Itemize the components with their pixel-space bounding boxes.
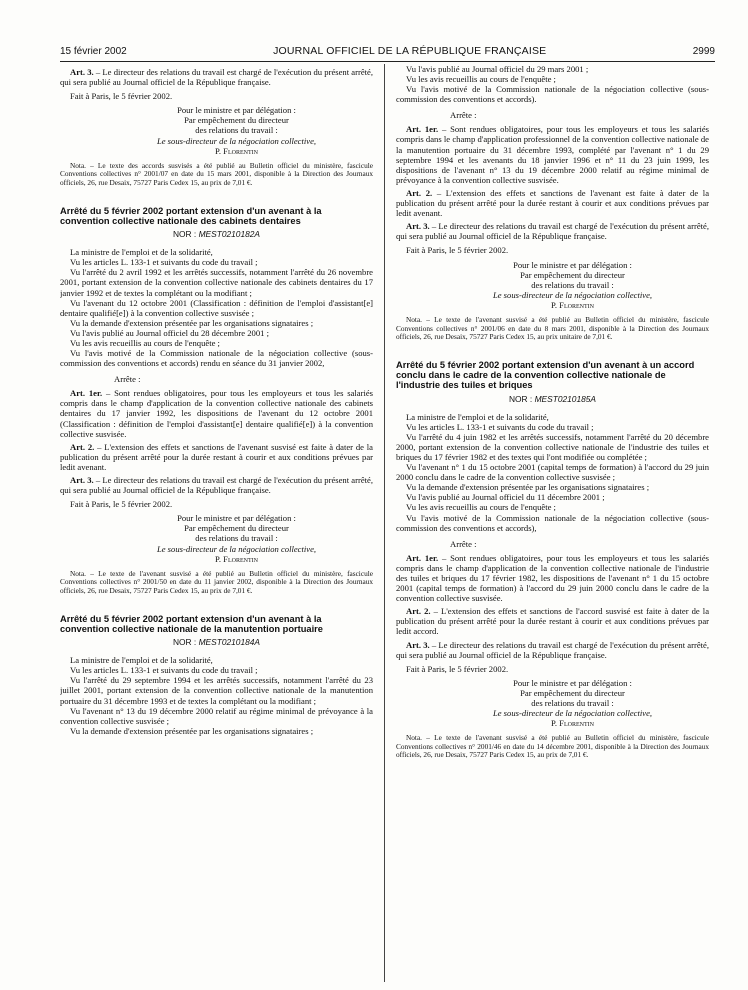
preamble-line: La ministre de l'emploi et de la solidarité, xyxy=(406,411,549,422)
preamble-line: Vu l'arrêté du 4 juin 1982 et les arrêtés successifs, notamment l'arrêté du 20 décembre 2000, portant extension de la convention collective nationale de l'industrie des tuiles et briques du 17 février 1982 et des textes qui l'ont modifiée ou complétée ; xyxy=(396,431,709,463)
nota: Nota. – Le texte de l'avenant susvisé a été publié au Bulletin officiel du ministère, fascicule Conventions collectives n° 2001/46 en date du 14 décembre 2001, disponible à la Direction des Journaux officiels, 26, rue Desaix, 75727 Paris Cedex 15, au prix de 7,01 €. xyxy=(396,733,709,760)
preamble-line: Vu l'arrêté du 2 avril 1992 et les arrêtés successifs, notamment l'arrêté du 26 novembre 2001, portant extension de la convention collective nationale des cabinets dentaires du 17 janvier 1992 et de textes la complétant ou la modifiant ; xyxy=(60,267,373,298)
arrete-title: Arrêté du 5 février 2002 portant extension d'un avenant à la convention collective nationale des cabinets dentaires xyxy=(60,205,322,226)
article-3: Art. 3. – Le directeur des relations du travail est chargé de l'exécution du présent arrêté, qui sera publié au Journal officiel de la République française. xyxy=(396,221,709,242)
article-1: Art. 1er. – Sont rendues obligatoires, pour tous les employeurs et tous les salariés compris dans le champ d'application de la convention collective nationale des cabinets dentaires du 17 janvier 1992, les dispositions de l'avenant du 12 octobre 2001 (Classification : définition de l'emploi d'assistant[e] dentaire qualifié[e]) à la convention collective susvisée. xyxy=(60,388,373,439)
article-1: Art. 1er. – Sont rendues obligatoires, pour tous les employeurs et tous les salariés compris dans le champ d'application de la convention collective nationale de l'industrie des tuiles et briques du 17 février 1982, les dispositions de l'avenant n° 1 du 15 octobre 2001 (capital temps de formation) à l'accord du 29 juin 2000 conclu dans le cadre de la convention collective susvisée. xyxy=(396,552,709,604)
article-2: Art. 2. – L'extension des effets et sanctions de l'accord susvisé est faite à dater de la publication du présent arrêté pour la durée restant à courir et aux conditions prévues par ledit accord. xyxy=(396,606,709,637)
article-2: Art. 2. – L'extension des effets et sanctions de l'avenant susvisé est faite à dater de la publication du présent arrêté pour la durée restant à courir et aux conditions prévues par ledit avenant. xyxy=(60,441,373,472)
preamble-line: La ministre de l'emploi et de la solidarité, xyxy=(70,655,213,666)
preamble-line: Vu la demande d'extension présentée par les organisations signataires ; xyxy=(406,482,650,493)
column-separator xyxy=(384,64,385,982)
arrete-label: Arrête : xyxy=(114,374,141,385)
nota: Nota. – Le texte de l'avenant susvisé a été publié au Bulletin officiel du ministère, fascicule Conventions collectives n° 2001/50 en date du 11 janvier 2002, disponible à la Direction des Journaux officiels, 26, rue Desaix, 75727 Paris Cedex 15, au prix de 7,01 €. xyxy=(60,568,373,595)
preamble-line: Vu les avis recueillis au cours de l'enquête ; xyxy=(70,337,220,348)
preamble-line: Vu les articles L. 133-1 et suivants du code du travail ; xyxy=(406,421,594,432)
signature-block: Pour le ministre et par délégation : Par empêchement du directeur des relations du travail : Le sous-directeur de la négociation collective, P. Florentin xyxy=(492,259,653,310)
nota: Nota. – Le texte des accords susvisés a été publié au Bulletin officiel du ministère, fascicule Conventions collectives n° 2001/07 en date du 15 mars 2001, disponible à la Direction des Journaux officiels, 26, rue Desaix, 75727 Paris Cedex 15, au prix de 7,01 €. xyxy=(60,160,373,187)
preamble-line: Vu les avis recueillis au cours de l'enquête ; xyxy=(406,74,556,85)
preamble-line: Vu l'avis publié au Journal officiel du 29 mars 2001 ; xyxy=(406,64,589,74)
preamble-line: Vu les avis recueillis au cours de l'enquête ; xyxy=(406,502,556,513)
arrete-title: Arrêté du 5 février 2002 portant extension d'un avenant à un accord conclu dans le cadre de la convention collective nationale de l'industrie des tuiles et briques xyxy=(396,359,695,391)
header-page-number: 2999 xyxy=(692,45,715,57)
preamble-line: Vu les articles L. 133-1 et suivants du code du travail ; xyxy=(70,257,258,268)
preamble-line: Vu l'avenant n° 1 du 15 octobre 2001 (capital temps de formation) à l'accord du 29 juin 2000 conclu dans le cadre de la convention collective susvisée ; xyxy=(396,462,709,483)
article-3: Art. 3. – Le directeur des relations du travail est chargé de l'exécution du présent arrêté, qui sera publié au Journal officiel de la République française. xyxy=(60,67,373,88)
header-rule xyxy=(60,61,715,62)
preamble-line: Vu la demande d'extension présentée par les organisations signataires ; xyxy=(70,725,314,736)
preamble-line: Vu l'avenant n° 13 du 19 décembre 2000 relatif au régime minimal de prévoyance à la convention collective susvisée ; xyxy=(60,705,373,726)
nor-reference: NOR : MESТ0210182A xyxy=(172,229,261,240)
preamble-line: Vu la demande d'extension présentée par les organisations signataires ; xyxy=(70,317,314,328)
nor-reference: NOR : MESТ0210185A xyxy=(508,393,597,404)
fait-a-paris: Fait à Paris, le 5 février 2002. xyxy=(70,91,173,102)
preamble-line: Vu l'avis motivé de la Commission nationale de la négociation collective (sous-commission des conventions et accords). xyxy=(396,84,709,105)
preamble-line: La ministre de l'emploi et de la solidarité, xyxy=(70,247,213,258)
signature-block: Pour le ministre et par délégation : Par empêchement du directeur des relations du travail : Le sous-directeur de la négociation collective, P. Florentin xyxy=(492,677,653,729)
preamble-line: Vu l'arrêté du 29 septembre 1994 et les arrêtés successifs, notamment l'arrêté du 23 juillet 2001, portant extension de la convention collective nationale de la manutention portuaire du 31 décembre 1993 et de textes la complétant ou la modifiant ; xyxy=(60,675,373,706)
article-1: Art. 1er. – Sont rendues obligatoires, pour tous les employeurs et tous les salariés compris dans le champ d'application professionnel de la convention collective nationale de la manutention portuaire du 31 décembre 1993, complété par l'avenant n° 1 du 29 septembre 1994 et les avenants du 18 janvier 1996 et n° 11 du 23 juin 1999, les dispositions de l'avenant n° 13 du 19 décembre 2000 relatif au régime minimal de prévoyance à la convention collective susvisée. xyxy=(396,124,709,185)
right-column xyxy=(396,64,709,982)
preamble-line: Vu l'avenant du 12 octobre 2001 (Classification : définition de l'emploi d'assistant[e] dentaire qualifié[e]) à la convention collective susvisée ; xyxy=(60,297,373,318)
signature-block: Pour le ministre et par délégation : Par empêchement du directeur des relations du travail : Le sous-directeur de la négociation collective, P. Florentin xyxy=(156,105,317,156)
preamble-line: Vu l'avis publié au Journal officiel du 28 décembre 2001 ; xyxy=(70,327,269,338)
nota: Nota. – Le texte de l'avenant susvisé a été publié au Bulletin officiel du ministère, fascicule Conventions collectives n° 2001/06 en date du 8 mars 2001, disponible à la Direction des Journaux officiels, 26, rue Desaix, 75727 Paris Cedex 15, au prix unitaire de 7,01 €. xyxy=(396,314,709,342)
fait-a-paris: Fait à Paris, le 5 février 2002. xyxy=(406,663,509,674)
article-2: Art. 2. – L'extension des effets et sanctions de l'avenant est faite à dater de la publication du présent arrêté pour la durée restant à courir et aux conditions prévues par ledit avenant. xyxy=(396,187,709,219)
preamble-line: Vu l'avis publié au Journal officiel du 11 décembre 2001 ; xyxy=(406,492,605,503)
arrete-label: Arrête : xyxy=(450,538,477,549)
page-header xyxy=(60,44,715,58)
header-journal-title: JOURNAL OFFICIEL DE LA RÉPUBLIQUE FRANÇAISE xyxy=(273,45,547,57)
preamble-line: Vu l'avis motivé de la Commission nationale de la négociation collective (sous-commission des conventions et accords), xyxy=(396,512,709,533)
columns xyxy=(60,64,715,982)
article-3: Art. 3. – Le directeur des relations du travail est chargé de l'exécution du présent arrêté, qui sera publié au Journal officiel de la République française. xyxy=(60,475,373,496)
preamble-line: Vu les articles L. 133-1 et suivants du code du travail ; xyxy=(70,665,258,676)
article-3: Art. 3. – Le directeur des relations du travail est chargé de l'exécution du présent arrêté, qui sera publié au Journal officiel de la République française. xyxy=(396,639,709,660)
header-date: 15 février 2002 xyxy=(60,45,127,57)
signature-block: Pour le ministre et par délégation : Par empêchement du directeur des relations du travail : Le sous-directeur de la négociation collective, P. Florentin xyxy=(156,513,317,564)
arrete-title: Arrêté du 5 février 2002 portant extension d'un avenant à la convention collective nationale de la manutention portuaire xyxy=(60,613,323,634)
fait-a-paris: Fait à Paris, le 5 février 2002. xyxy=(406,245,509,256)
left-column xyxy=(60,64,373,982)
arrete-label: Arrête : xyxy=(450,110,477,121)
preamble-line: Vu l'avis motivé de la Commission nationale de la négociation collective (sous-commission des conventions et accords) rendu en séance du 31 janvier 2002, xyxy=(60,348,373,369)
nor-reference: NOR : MESТ0210184A xyxy=(172,637,261,648)
fait-a-paris: Fait à Paris, le 5 février 2002. xyxy=(70,499,173,510)
